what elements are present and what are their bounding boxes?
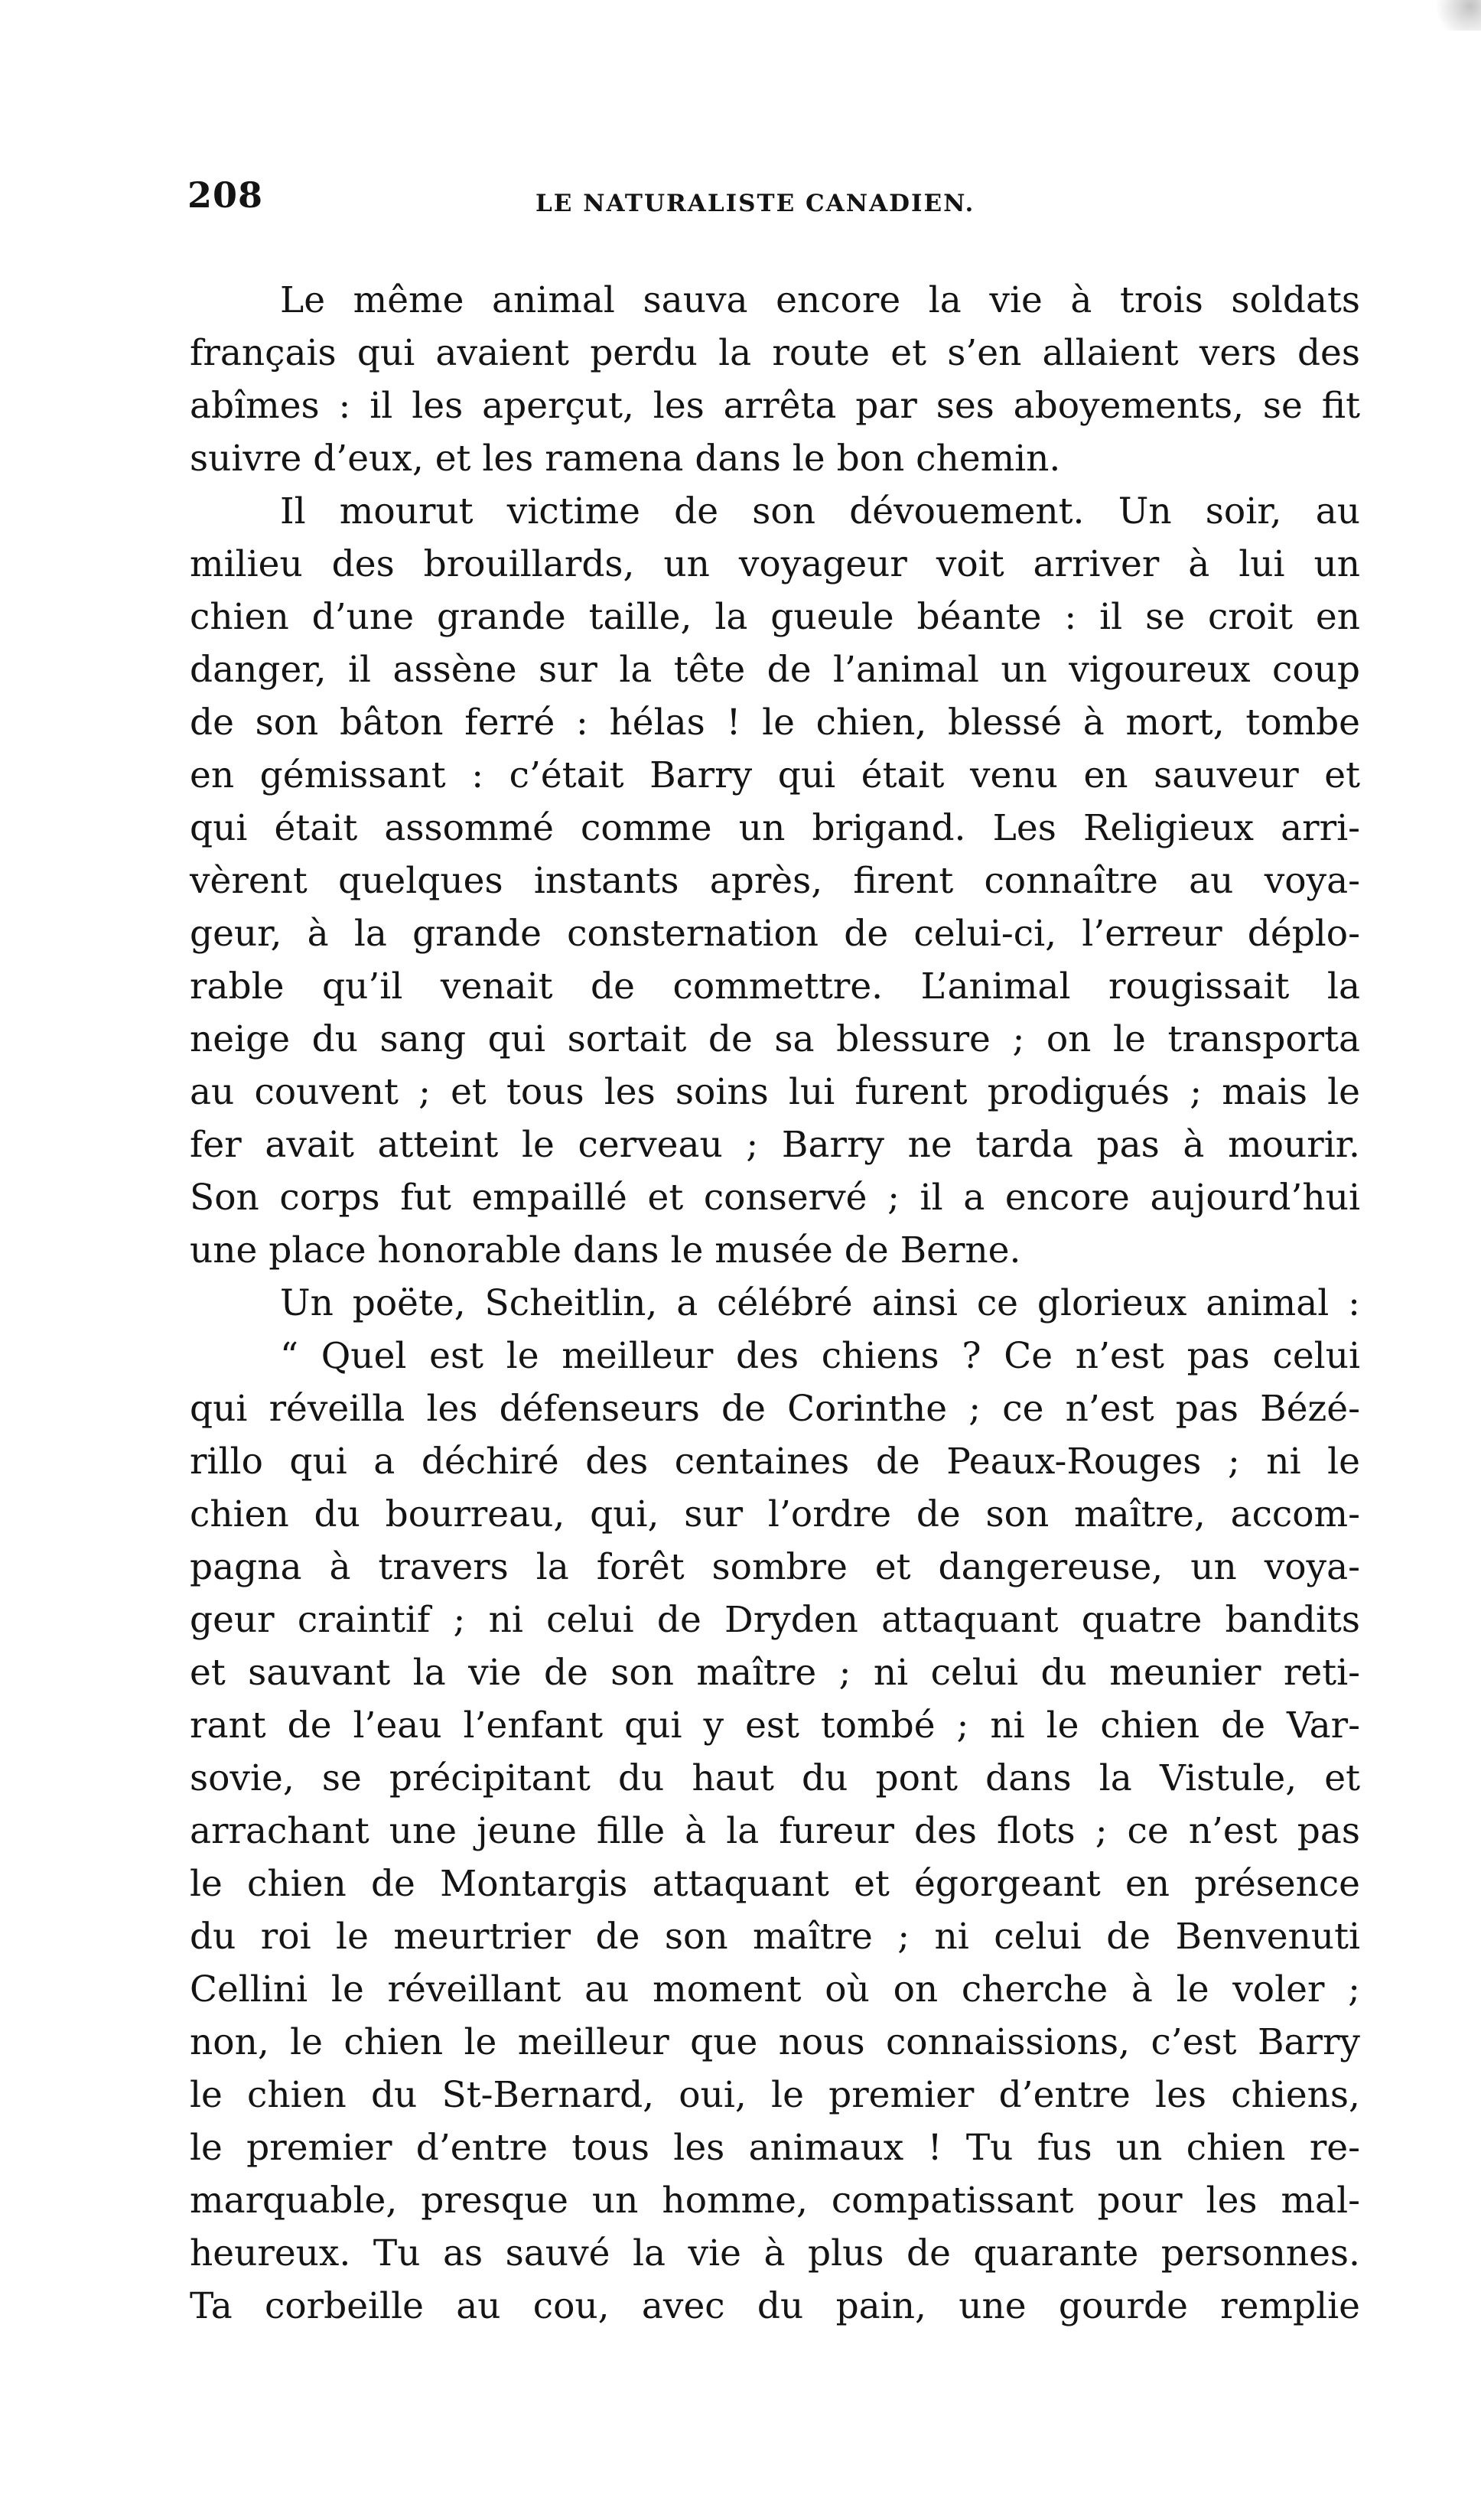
text-line: le chien de Montargis attaquant et égorgeant en présence xyxy=(190,1863,1360,1905)
text-line: une place honorable dans le musée de Berne. xyxy=(190,1229,1021,1271)
text-line: et sauvant la vie de son maître ; ni celui du meunier reti- xyxy=(190,1652,1360,1694)
text-line: qui réveilla les défenseurs de Corinthe ; ce n’est pas Bézé- xyxy=(190,1388,1360,1430)
text-line: geur, à la grande consternation de celui-ci, l’erreur déplo- xyxy=(190,913,1360,955)
text-line: geur craintif ; ni celui de Dryden attaquant quatre bandits xyxy=(190,1599,1360,1641)
text-line: vèrent quelques instants après, firent connaître au voya- xyxy=(190,860,1360,902)
text-line: le chien du St-Bernard, oui, le premier d’entre les chiens, xyxy=(190,2074,1360,2116)
text-line: en gémissant : c’était Barry qui était venu en sauveur et xyxy=(190,754,1360,796)
page-number: 208 xyxy=(187,174,264,216)
text-line: milieu des brouillards, un voyageur voit arriver à lui un xyxy=(190,543,1360,585)
page-header xyxy=(187,174,1365,228)
text-line: pagna à travers la forêt sombre et dangereuse, un voya- xyxy=(190,1546,1360,1588)
text-line: Le même animal sauva encore la vie à trois soldats xyxy=(280,279,1360,321)
text-line: Un poëte, Scheitlin, a célébré ainsi ce glorieux animal : xyxy=(280,1282,1360,1324)
text-line: du roi le meurtrier de son maître ; ni celui de Benvenuti xyxy=(190,1916,1360,1958)
text-line: le premier d’entre tous les animaux ! Tu fus un chien re- xyxy=(190,2127,1360,2169)
text-line: rable qu’il venait de commettre. L’animal rougissait la xyxy=(190,965,1360,1008)
text-line: chien d’une grande taille, la gueule béante : il se croit en xyxy=(190,596,1360,638)
text-line: fer avait atteint le cerveau ; Barry ne tarda pas à mourir. xyxy=(190,1124,1360,1166)
text-line: qui était assommé comme un brigand. Les Religieux arri- xyxy=(190,807,1360,849)
text-line: non, le chien le meilleur que nous connaissions, c’est Barry xyxy=(190,2021,1360,2063)
text-line: Ta corbeille au cou, avec du pain, une gourde remplie xyxy=(190,2285,1360,2327)
text-line: au couvent ; et tous les soins lui furent prodigués ; mais le xyxy=(190,1071,1360,1113)
text-line: “ Quel est le meilleur des chiens ? Ce n’est pas celui xyxy=(280,1335,1360,1377)
corner-smudge xyxy=(1427,0,1481,31)
text-line: rillo qui a déchiré des centaines de Peaux-Rouges ; ni le xyxy=(190,1441,1360,1483)
body-text xyxy=(190,274,1360,2333)
text-line: arrachant une jeune fille à la fureur des flots ; ce n’est pas xyxy=(190,1810,1360,1852)
text-line: marquable, presque un homme, compatissant pour les mal- xyxy=(190,2180,1360,2222)
text-line: chien du bourreau, qui, sur l’ordre de son maître, accom- xyxy=(190,1493,1360,1535)
text-line: neige du sang qui sortait de sa blessure ; on le transporta xyxy=(190,1018,1360,1060)
text-line: Son corps fut empaillé et conservé ; il a encore aujourd’hui xyxy=(190,1177,1360,1219)
text-line: suivre d’eux, et les ramena dans le bon chemin. xyxy=(190,438,1061,480)
text-line: sovie, se précipitant du haut du pont dans la Vistule, et xyxy=(190,1757,1360,1799)
running-head: LE NATURALISTE CANADIEN. xyxy=(535,190,975,217)
text-line: français qui avaient perdu la route et s’en allaient vers des xyxy=(190,332,1360,374)
text-line: Cellini le réveillant au moment où on cherche à le voler ; xyxy=(190,1968,1360,2010)
text-line: rant de l’eau l’enfant qui y est tombé ; ni le chien de Var- xyxy=(190,1704,1360,1747)
text-line: danger, il assène sur la tête de l’animal un vigoureux coup xyxy=(190,649,1360,691)
text-line: abîmes : il les aperçut, les arrêta par ses aboyements, se fit xyxy=(190,385,1360,427)
text-line: de son bâton ferré : hélas ! le chien, blessé à mort, tombe xyxy=(190,702,1360,744)
text-line: heureux. Tu as sauvé la vie à plus de quarante personnes. xyxy=(190,2232,1360,2274)
text-line: Il mourut victime de son dévouement. Un soir, au xyxy=(280,490,1360,532)
